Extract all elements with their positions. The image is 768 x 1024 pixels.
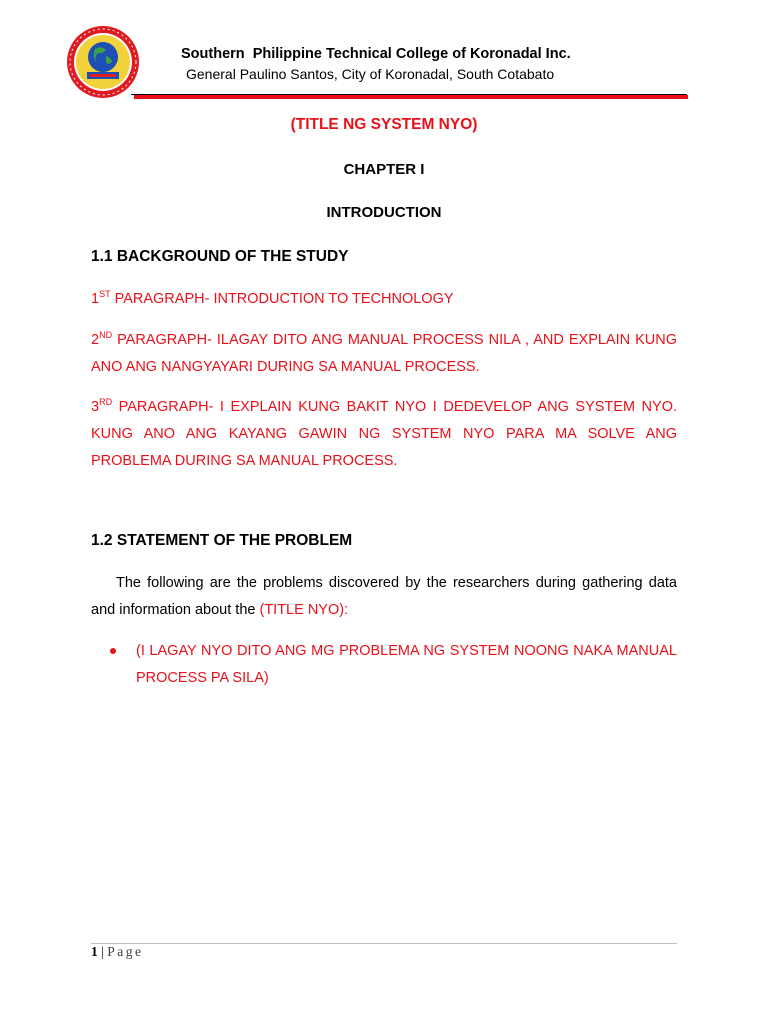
page-label: Page (107, 944, 144, 959)
chapter-number: CHAPTER I (343, 161, 425, 178)
page-footer: 1 | Page (91, 944, 144, 959)
header-accent-bar (134, 95, 688, 99)
document-title: (TITLE NG SYSTEM NYO) (290, 116, 478, 133)
institution-name: Southern Philippine Technical College of Koronadal Inc. (181, 46, 571, 62)
problem-bullet-item: (I LAGAY NYO DITO ANG MG PROBLEMA NG SYSTEM NOONG NAKA MANUAL PROCESS PA SILA) (136, 643, 677, 686)
title-placeholder: (TITLE NYO): (259, 602, 349, 618)
section-heading-background: 1.1 BACKGROUND OF THE STUDY (91, 248, 349, 265)
problem-intro-paragraph: The following are the problems discovered by the researchers during gathering data and information about the (TITLE NYO): (91, 575, 677, 618)
section-heading-problem: 1.2 STATEMENT OF THE PROBLEM (91, 532, 353, 549)
footer-divider (91, 943, 677, 944)
chapter-title: INTRODUCTION (326, 204, 442, 221)
institution-address: General Paulino Santos, City of Koronadal, South Cotabato (186, 66, 555, 82)
paragraph-3: 3RD PARAGRAPH- I EXPLAIN KUNG BAKIT NYO I DEDEVELOP ANG SYSTEM NYO. KUNG ANO ANG KAYANG GAWIN NG SYSTEM NYO PARA MA SOLVE ANG PROBLEMA DURING SA MANUAL PROCESS. (91, 397, 677, 469)
bullet-dot (110, 648, 116, 654)
page-number: 1 (91, 944, 98, 959)
paragraph-1: 1ST PARAGRAPH- INTRODUCTION TO TECHNOLOGY (91, 289, 454, 307)
paragraph-2: 2ND PARAGRAPH- ILAGAY DITO ANG MANUAL PROCESS NILA , AND EXPLAIN KUNG ANO ANG NANGYAYARI DURING SA MANUAL PROCESS. (91, 330, 677, 375)
school-seal-icon (66, 25, 140, 99)
